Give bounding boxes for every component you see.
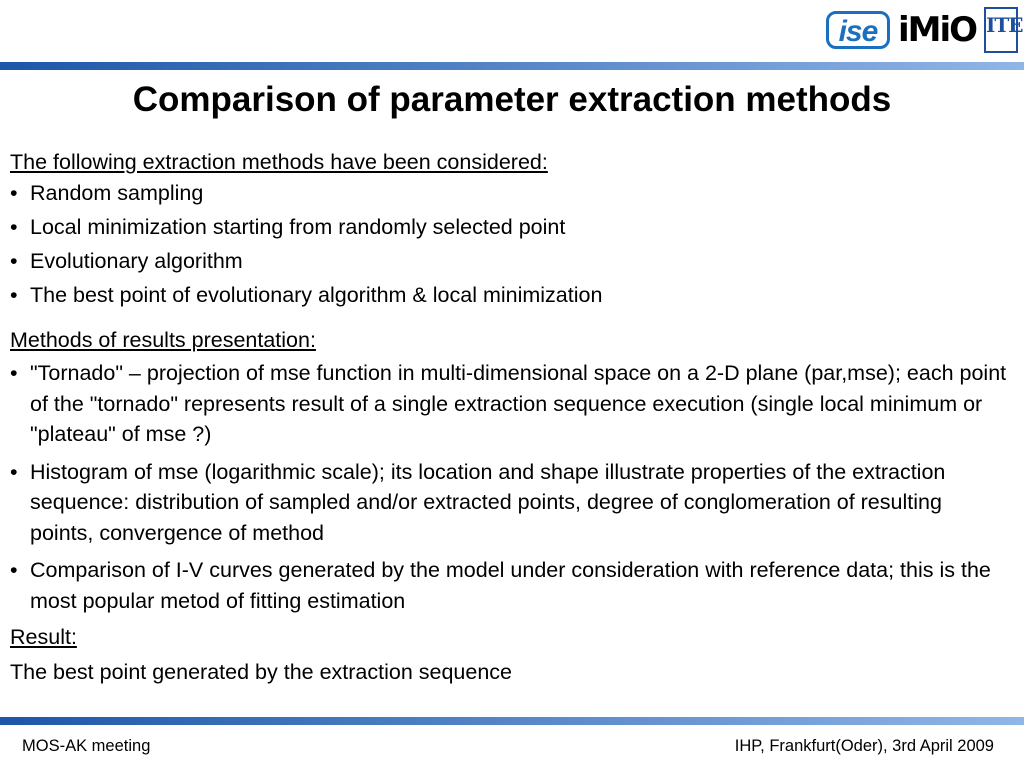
section-heading-methods: The following extraction methods have been considered: — [10, 150, 548, 174]
imio-logo — [894, 10, 980, 50]
list-item: • Local minimization starting from randomly selected point — [10, 210, 1010, 244]
footer-event: MOS-AK meeting — [22, 737, 151, 755]
footer-location-date: IHP, Frankfurt(Oder), 3rd April 2009 — [734, 737, 994, 755]
list-item: • Random sampling — [10, 176, 1010, 210]
slide-title: Comparison of parameter extraction methods — [132, 80, 892, 119]
methods-list — [10, 176, 1010, 312]
presentation-list — [10, 358, 1010, 616]
list-item: • The best point of evolutionary algorithm & local minimization — [10, 278, 1010, 312]
list-item: • "Tornado" – projection of mse function in multi-dimensional space on a 2-D plane (par,mse); each point of the "tornado" represents result of a single extraction sequence execution (single local minimum or "plateau" of mse ?) — [10, 358, 1010, 450]
slide-content — [10, 148, 1010, 687]
bottom-divider-bar — [0, 717, 1024, 725]
section-heading-presentation: Methods of results presentation: — [10, 328, 316, 352]
list-item: • Evolutionary algorithm — [10, 244, 1010, 278]
top-divider-bar — [0, 62, 1024, 70]
list-item: • Histogram of mse (logarithmic scale); its location and shape illustrate properties of the extraction sequence: distribution of sampled and/or extracted points, degree of conglomeration of resulting points, convergence of method — [10, 457, 1010, 549]
result-text: The best point generated by the extraction sequence — [10, 660, 513, 684]
ite-logo: ITE — [984, 7, 1018, 53]
list-item: • Comparison of I-V curves generated by the model under consideration with reference data; this is the most popular metod of fitting estimation — [10, 555, 1010, 616]
imio-logo-text: iMiO — [897, 10, 976, 50]
logo-group — [826, 5, 1023, 55]
ise-logo: ise — [826, 11, 890, 49]
section-heading-result: Result: — [10, 625, 77, 649]
